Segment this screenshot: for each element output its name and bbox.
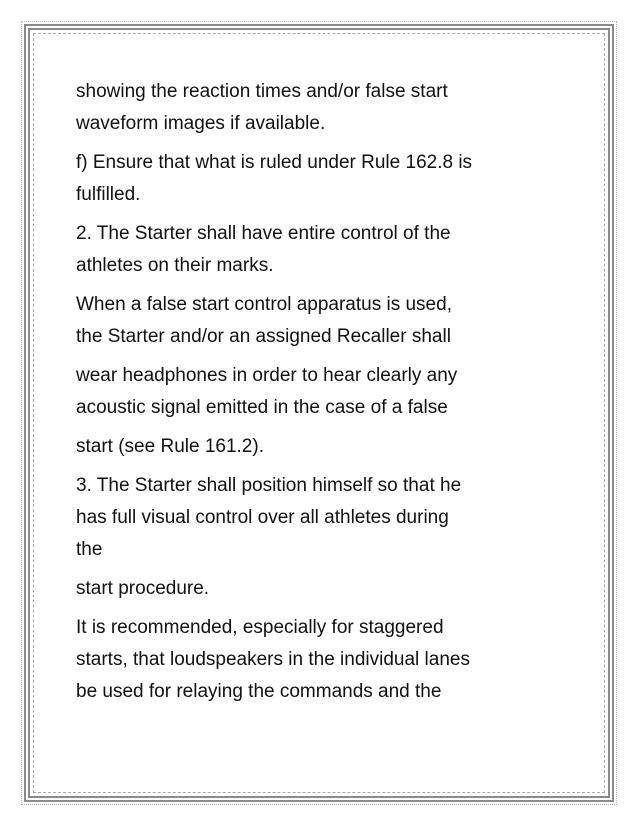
paragraph [76, 612, 566, 708]
paragraph [76, 573, 566, 605]
text-line: athletes on their marks. [76, 255, 274, 276]
paragraph [76, 76, 566, 140]
text-line: acoustic signal emitted in the case of a false [76, 397, 448, 418]
paragraph [76, 147, 566, 211]
text-line: waveform images if available. [76, 113, 326, 134]
text-line: start (see Rule 161.2). [76, 436, 264, 457]
text-line: has full visual control over all athletes during [76, 507, 449, 528]
text-line: be used for relaying the commands and the [76, 681, 442, 702]
text-line: starts, that loudspeakers in the individual lanes [76, 649, 470, 670]
paragraph [76, 360, 566, 424]
paragraph [76, 431, 566, 463]
paragraph [76, 289, 566, 353]
text-line: showing the reaction times and/or false start [76, 81, 448, 102]
text-line: When a false start control apparatus is used, [76, 294, 452, 315]
text-line: fulfilled. [76, 184, 141, 205]
paragraph [76, 470, 566, 566]
text-line: the [76, 539, 103, 560]
text-line: f) Ensure that what is ruled under Rule 162.8 is [76, 152, 473, 173]
text-line: start procedure. [76, 578, 210, 599]
document-body [76, 76, 566, 715]
text-line: the Starter and/or an assigned Recaller shall [76, 326, 451, 347]
text-line: wear headphones in order to hear clearly any [76, 365, 458, 386]
paragraph [76, 218, 566, 282]
text-line: It is recommended, especially for staggered [76, 617, 444, 638]
text-line: 3. The Starter shall position himself so that he [76, 475, 462, 496]
text-line: 2. The Starter shall have entire control of the [76, 223, 451, 244]
